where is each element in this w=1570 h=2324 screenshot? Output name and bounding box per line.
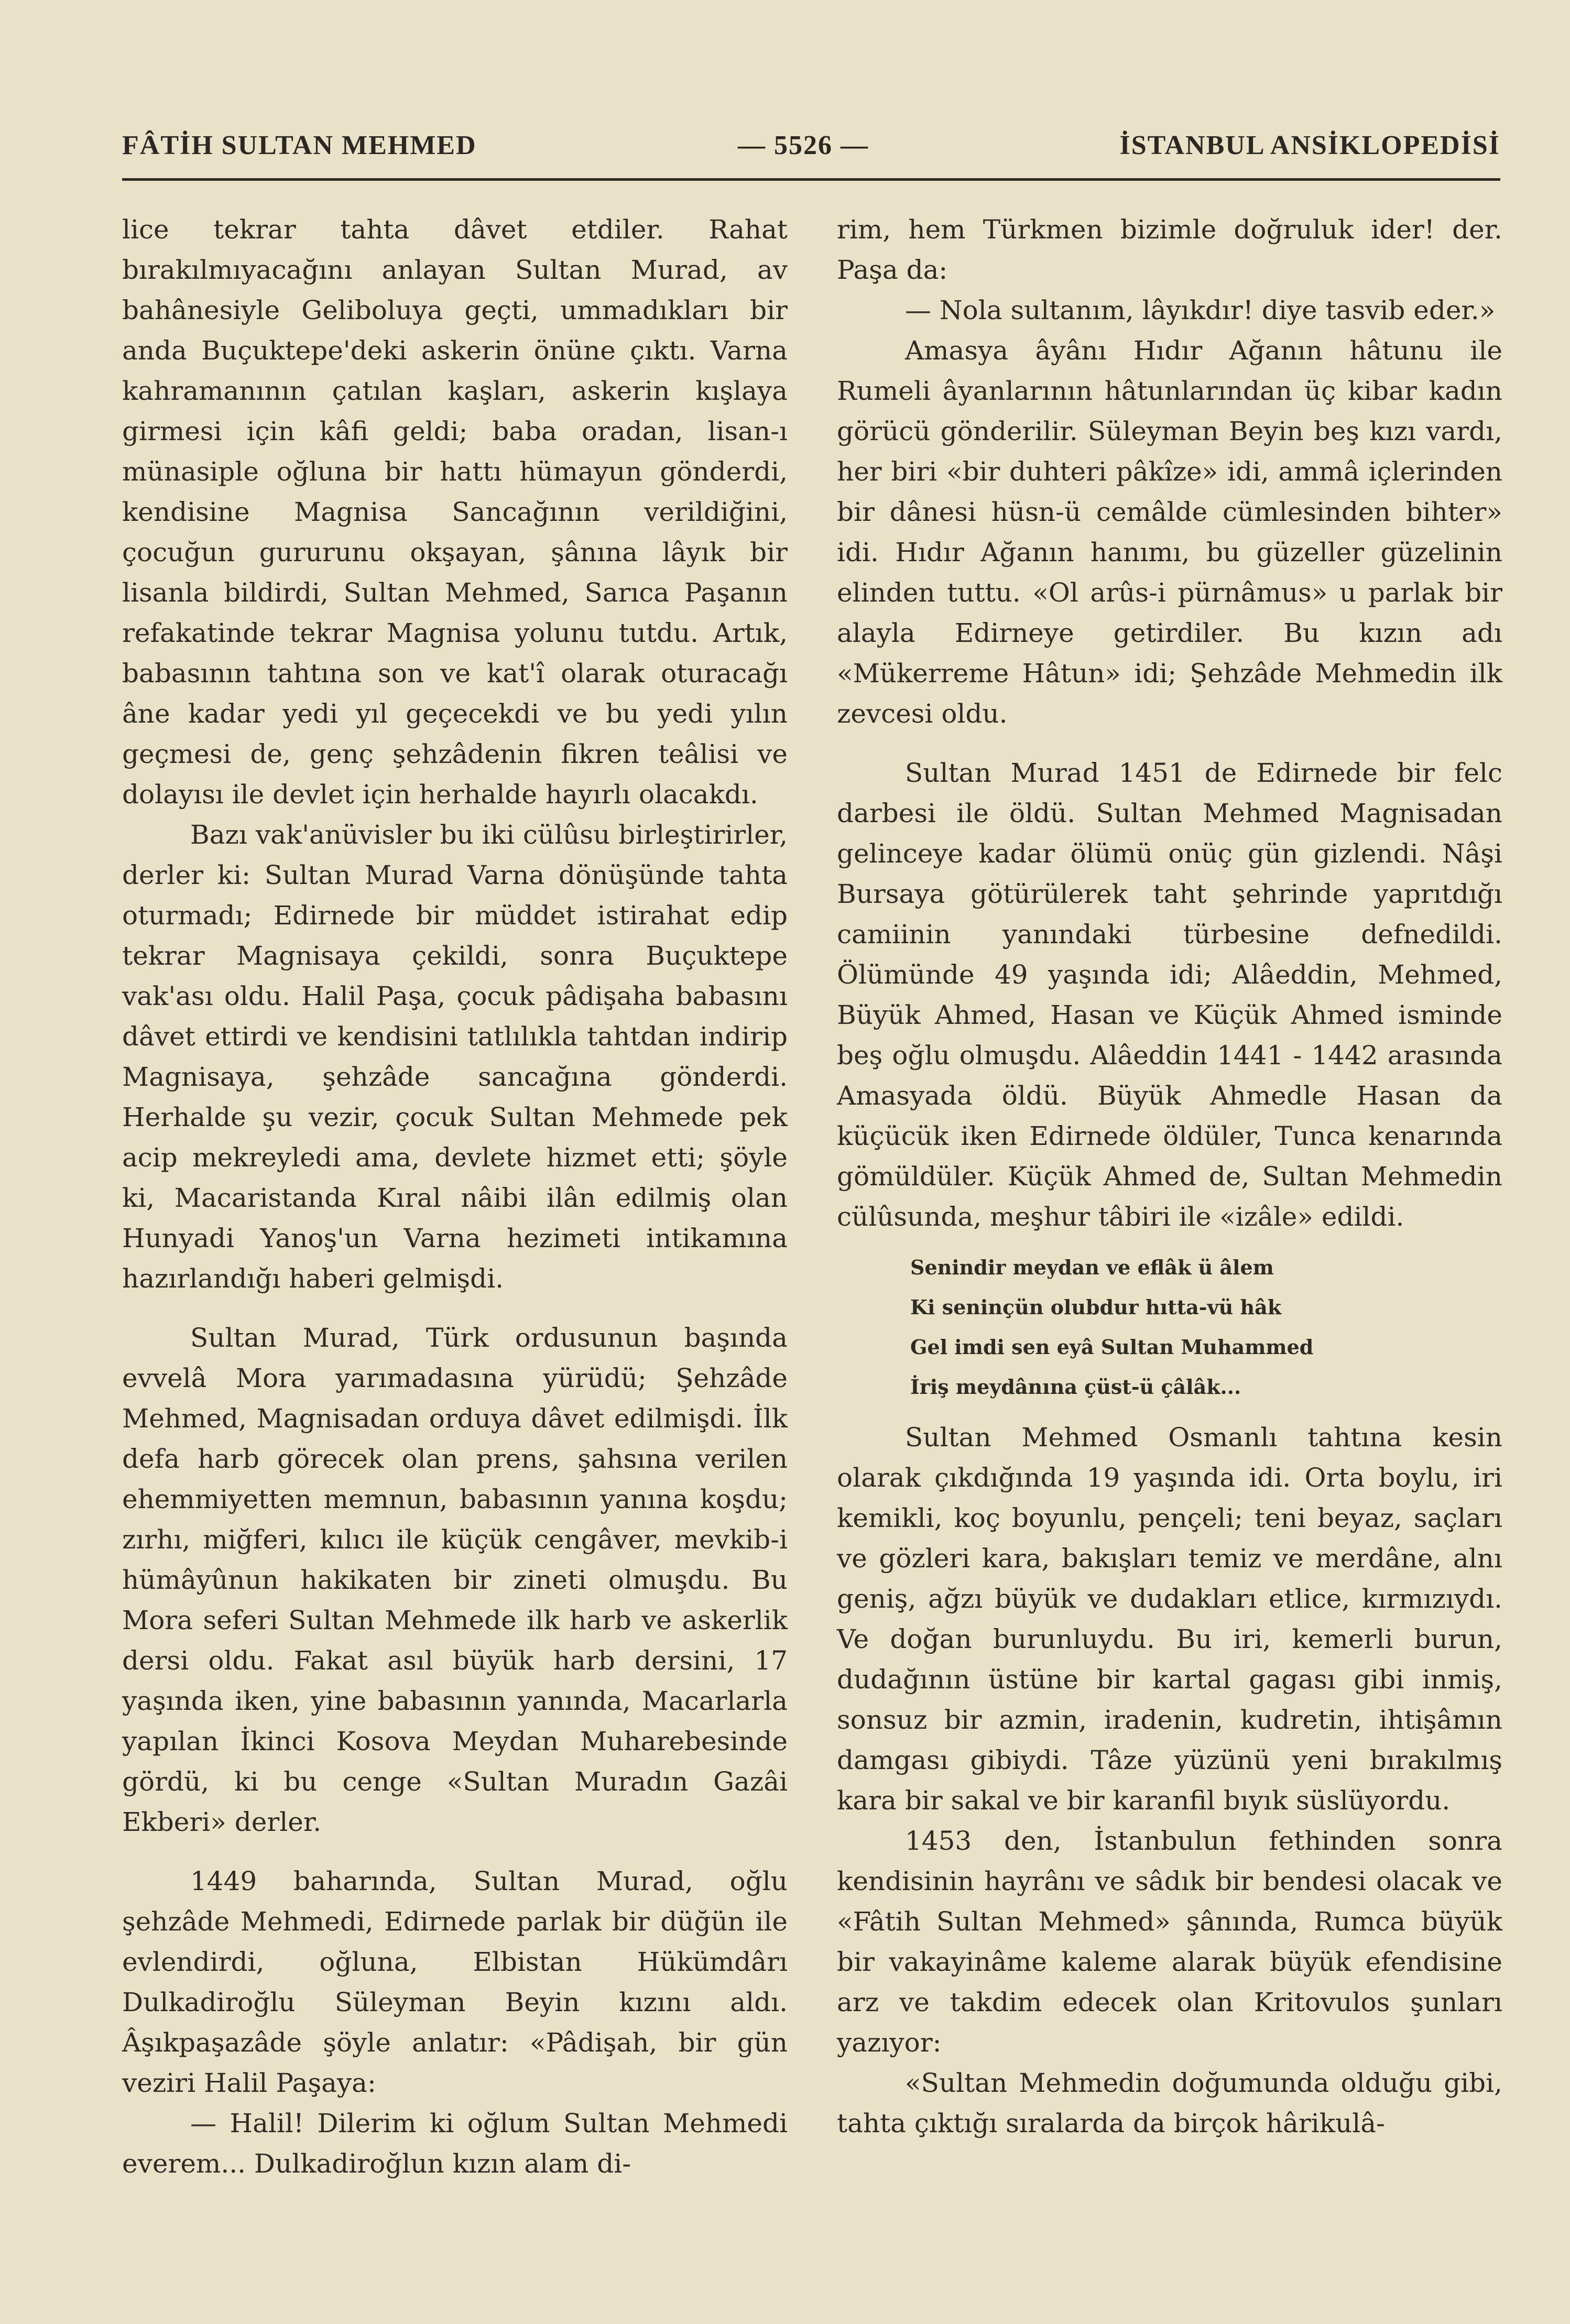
paragraph: rim, hem Türkmen bizimle doğruluk ider! der. Paşa da: xyxy=(837,214,1502,285)
paragraph: Sultan Murad, Türk ordusunun başında evvelâ Mora yarımadasına yürüdü; Şehzâde Mehmed, Magnisadan orduya dâvet edilmişdi. İlk defa harb görecek olan prens, şahsına verilen ehemmiyetten memnun, babasının yanına koşdu; zırhı, miğferi, kılıcı ile küçük cengâver, mevkib-i hümâyûnun hakikaten bir zineti olmuşdu. Bu Mora seferi Sultan Mehmede ilk harb ve askerlik dersi oldu. Fakat asıl büyük harb dersini, 17 yaşında iken, yine babasının yanında, Macarlarla yapılan İkinci Kosova Meydan Muharebesinde gördü, ki bu cenge «Sultan Muradın Gazâi Ekberi» derler. xyxy=(122,1323,788,1837)
header-article-title: FÂTİH SULTAN MEHMED xyxy=(122,130,477,160)
paragraph: — Nola sultanım, lâyıkdır! diye tasvib eder.» xyxy=(905,295,1496,325)
verse-line: Ki seninçün olubdur hıtta-vü hâk xyxy=(910,1295,1282,1319)
paragraph: Sultan Mehmed Osmanlı tahtına kesin olarak çıkdığında 19 yaşında idi. Orta boylu, iri kemikli, koç boyunlu, pençeli; teni beyaz, saçları ve gözleri kara, bakışları temiz ve merdâne, alnı geniş, ağzı büyük ve dudakları etlice, kırmızıydı. Ve doğan burunluydu. Bu iri, kemerli burun, dudağının üstüne bir kartal gagası gibi inmiş, sonsuz bir azmin, iradenin, kudretin, ihtişâmın damgası gibiydi. Tâze yüzünü yeni bırakılmış kara bir sakal ve bir karanfil bıyık süslüyordu. xyxy=(837,1422,1502,1816)
paragraph: lice tekrar tahta dâvet etdiler. Rahat bırakılmıyacağını anlayan Sultan Murad, av bahânesiyle Geliboluya geçti, ummadıkları bir anda Buçuktepe'deki askerin önüne çıktı. Varna kahramanının çatılan kaşları, askerin kışlaya girmesi için kâfi geldi; baba oradan, lisan-ı münasiple oğluna bir hattı hümayun gönderdi, kendisine Magnisa Sancağının verildiğini, çocuğun gururunu okşayan, şânına lâyık bir lisanla bildirdi, Sultan Mehmed, Sarıca Paşanın refakatinde tekrar Magnisa yolunu tutdu. Artık, babasının tahtına son ve kat'î olarak oturacağı âne kadar yedi yıl geçecekdi ve bu yedi yılın geçmesi de, genç şehzâdenin fikren teâlisi ve dolayısı ile devlet için herhalde hayırlı olacakdı. xyxy=(122,214,788,810)
header-rule xyxy=(122,178,1500,181)
verse-quote xyxy=(910,1248,1502,1407)
verse-line: Gel imdi sen eyâ Sultan Muhammed xyxy=(910,1335,1314,1359)
verse-line: Senindir meydan ve eflâk ü âlem xyxy=(910,1256,1274,1279)
verse-line: İriş meydânına çüst-ü çâlâk... xyxy=(910,1375,1241,1399)
left-column xyxy=(122,210,788,2184)
paragraph: «Sultan Mehmedin doğumunda olduğu gibi, tahta çıktığı sıralarda da birçok hârikulâ- xyxy=(837,2068,1502,2138)
right-column xyxy=(837,210,1502,2144)
header-publication-title: İSTANBUL ANSİKLOPEDİSİ xyxy=(1119,130,1500,160)
paragraph: Bazı vak'anüvisler bu iki cülûsu birleştirirler, derler ki: Sultan Murad Varna dönüşünde tahta oturmadı; Edirnede bir müddet istirahat edip tekrar Magnisaya çekildi, sonra Buçuktepe vak'ası oldu. Halil Paşa, çocuk pâdişaha babasını dâvet ettirdi ve kendisini tatlılıkla tahtdan indirip Magnisaya, şehzâde sancağına gönderdi. Herhalde şu vezir, çocuk Sultan Mehmede pek acip mekreyledi ama, devlete hizmet etti; şöyle ki, Macaristanda Kıral nâibi ilân edilmiş olan Hunyadi Yanoş'un Varna hezimeti intikamına hazırlandığı haberi gelmişdi. xyxy=(122,820,788,1294)
paragraph: 1453 den, İstanbulun fethinden sonra kendisinin hayrânı ve sâdık bir bendesi olacak ve «Fâtih Sultan Mehmed» şânında, Rumca büyük bir vakayinâme kaleme alarak büyük efendisine arz ve takdim edecek olan Kritovulos şunları yazıyor: xyxy=(837,1826,1502,2058)
paragraph: Sultan Murad 1451 de Edirnede bir felc darbesi ile öldü. Sultan Mehmed Magnisadan gelinceye kadar ölümü onüç gün gizlendi. Nâşi Bursaya götürülerek taht şehrinde yaprıtdığı camiinin yanındaki türbesine defnedildi. Ölümünde 49 yaşında idi; Alâeddin, Mehmed, Büyük Ahmed, Hasan ve Küçük Ahmed isminde beş oğlu olmuşdu. Alâeddin 1441 - 1442 arasında Amasyada öldü. Büyük Ahmedle Hasan da küçücük iken Edirnede öldüler, Tunca kenarında gömüldüler. Küçük Ahmed de, Sultan Mehmedin cülûsunda, meşhur tâbiri ile «izâle» edildi. xyxy=(837,758,1502,1232)
paragraph: 1449 baharında, Sultan Murad, oğlu şehzâde Mehmedi, Edirnede parlak bir düğün ile evlendirdi, oğluna, Elbistan Hükümdârı Dulkadiroğlu Süleyman Beyin kızını aldı. Âşıkpaşazâde şöyle anlatır: «Pâdişah, bir gün veziri Halil Paşaya: xyxy=(122,1866,788,2098)
paragraph: Amasya âyânı Hıdır Ağanın hâtunu ile Rumeli âyanlarının hâtunlarından üç kibar kadın görücü gönderilir. Süleyman Beyin beş kızı vardı, her biri «bir duhteri pâkîze» idi, ammâ içlerinden bir dânesi hüsn-ü cemâlde cümlesinden bihter» idi. Hıdır Ağanın hanımı, bu güzeller güzelinin elinden tuttu. «Ol arûs-i pürnâmus» u parlak bir alayla Edirneye getirdiler. Bu kızın adı «Mükerreme Hâtun» idi; Şehzâde Mehmedin ilk zevcesi oldu. xyxy=(837,335,1502,729)
running-header xyxy=(122,130,1500,172)
page-number: — 5526 — xyxy=(738,130,869,160)
paragraph: — Halil! Dilerim ki oğlum Sultan Mehmedi everem... Dulkadiroğlun kızın alam di- xyxy=(122,2108,788,2179)
